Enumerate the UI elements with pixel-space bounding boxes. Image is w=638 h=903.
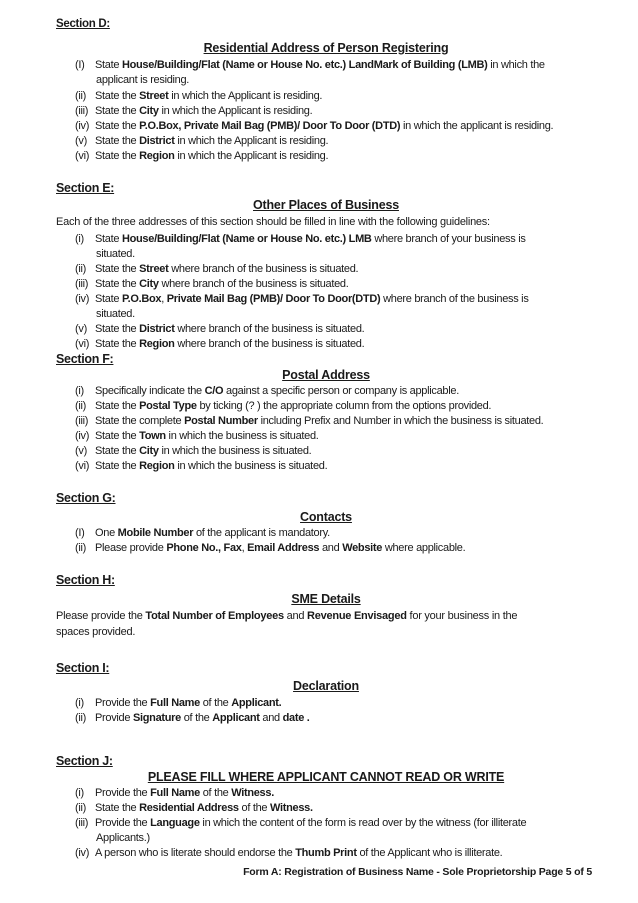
list-item-number: (ii) [75,802,87,814]
section-e-label: Section E: [56,181,115,195]
list-item [75,711,310,725]
list-item-text: and [319,542,343,554]
list-item-text: Postal Number [184,415,258,427]
list-item-number: (iv) [75,847,90,859]
list-item-text: P.O.Box, Private Mail Bag (PMB)/ Door To Door (DTD) [139,120,401,132]
list-item-text: Street [139,263,169,275]
list-item [75,292,529,306]
list-item-number: (ii) [75,712,87,724]
list-item-text: Signature [132,712,181,724]
list-item-text: State the [95,430,140,442]
list-item-number: (iii) [75,817,89,829]
list-item [75,414,543,428]
section-g-label: Section G: [56,491,116,505]
list-item-text: Street [139,90,169,102]
list-item-text: in which the Applicant is residing. [158,105,313,117]
list-item [75,337,364,351]
list-item-text: State [95,59,122,71]
list-item-text: in which the business is situated. [165,430,319,442]
list-item-text: State [95,293,122,305]
list-item-number: (I) [75,527,85,539]
list-item [75,816,526,830]
list-item-text: where branch of the business is [380,293,529,305]
list-item [75,526,330,540]
list-item-text: where branch of the business is situated. [158,278,349,290]
list-item-text: State the complete [95,415,185,427]
list-item-text: , [241,542,248,554]
list-item-text: Applicant. [231,697,282,709]
list-item-text: Private Mail Bag (PMB)/ Door To Door(DTD) [166,293,381,305]
list-item-text: State the [95,135,140,147]
list-item [75,89,322,103]
list-item-text: District [139,135,175,147]
section-h-text-line-1: Please provide the Total Number of Employees and Revenue Envisaged for your business in the [56,610,518,622]
list-item-text: Region [139,338,175,350]
list-item-continuation: situated. [96,308,135,320]
list-item-number: (I) [75,59,85,71]
list-item-number: (iii) [75,415,89,427]
list-item-text: State the [95,323,140,335]
list-item-number: (vi) [75,338,90,350]
list-item-number: (i) [75,385,84,397]
list-item-text: District [139,323,175,335]
list-item-text: State [95,233,122,245]
section-j-label: Section J: [56,754,113,768]
list-item-number: (v) [75,323,87,335]
list-item-text: Town [139,430,166,442]
list-item-text: where branch of the business is situated. [168,263,359,275]
list-item-number: (i) [75,233,84,245]
list-item-text: where branch of the business is situated. [174,338,365,350]
section-f-title: Postal Address [282,368,370,382]
list-item-text: House/Building/Flat (Name or House No. etc.) LMB [121,233,372,245]
list-item-text: State the [95,150,140,162]
list-item-text: Thumb Print [295,847,357,859]
list-item-text: Postal Type [139,400,197,412]
list-item-text: date . [282,712,310,724]
list-item-text: Mobile Number [117,527,194,539]
section-j-title: PLEASE FILL WHERE APPLICANT CANNOT READ OR WRITE [147,770,505,784]
list-item-text: State the [95,278,140,290]
list-item-number: (i) [75,697,84,709]
list-item-continuation: Applicants.) [96,832,150,844]
section-d-label: Section D: [56,18,110,30]
list-item-text: and [259,712,283,724]
list-item [75,786,274,800]
list-item-text: C/O [204,385,224,397]
list-item-text: in which the Applicant is residing. [174,150,329,162]
page-footer: Form A: Registration of Business Name - Sole Proprietorship Page 5 of 5 [243,866,592,878]
list-item-text: Region [139,150,175,162]
list-item [75,119,553,133]
list-item-text: of the [199,787,232,799]
section-h-text-line-2: spaces provided. [56,626,136,638]
list-item-text: State the [95,120,140,132]
section-h-title: SME Details [291,592,361,606]
list-item-text: One [95,527,118,539]
list-item-text: of the applicant is mandatory. [193,527,330,539]
list-item-text: by ticking (? ) the appropriate column from the options provided. [196,400,492,412]
list-item-text: , [161,293,167,305]
list-item-text: State the [95,802,140,814]
list-item [75,399,491,413]
list-item-text: Full Name [150,697,200,709]
section-h-label: Section H: [56,573,115,587]
list-item [75,429,319,443]
list-item-text: Witness. [269,802,313,814]
list-item-number: (iv) [75,430,90,442]
list-item-text: Provide the [95,787,151,799]
list-item [75,541,465,555]
list-item [75,58,545,72]
list-item-text: Applicant [212,712,260,724]
list-item-text: House/Building/Flat (Name or House No. etc.) LandMark of Building (LMB) [121,59,488,71]
list-item-text: Specifically indicate the [95,385,205,397]
list-item-text: State the [95,263,140,275]
list-item-text: City [139,105,159,117]
list-item-text: State the [95,105,140,117]
list-item-text: in which the [487,59,545,71]
list-item-text: Residential Address [139,802,239,814]
list-item [75,846,502,860]
list-item-text: in which the content of the form is read over by the witness (for illiterate [199,817,527,829]
list-item [75,134,328,148]
list-item-text: Please provide [95,542,167,554]
list-item-number: (i) [75,787,84,799]
list-item-number: (iv) [75,293,90,305]
list-item-text: P.O.Box [121,293,162,305]
list-item-text: City [139,278,159,290]
list-item-text: State the [95,460,140,472]
list-item-number: (iv) [75,120,90,132]
list-item-text: where branch of the business is situated. [174,323,365,335]
list-item-text: where applicable. [382,542,466,554]
list-item-number: (v) [75,445,87,457]
list-item [75,149,328,163]
list-item-number: (vi) [75,150,90,162]
section-e-title: Other Places of Business [253,198,399,212]
list-item-text: Provide the [95,817,151,829]
section-g-title: Contacts [300,510,352,524]
list-item-text: Witness. [231,787,274,799]
list-item-text: where branch of your business is [371,233,526,245]
list-item-text: Provide [95,712,133,724]
list-item-text: State the [95,445,140,457]
list-item-text: State the [95,338,140,350]
list-item-text: Language [150,817,200,829]
section-i-title: Declaration [293,679,359,693]
list-item [75,262,358,276]
list-item-text: Region [139,460,175,472]
list-item-text: of the [238,802,270,814]
section-f-label: Section F: [56,352,114,366]
list-item [75,322,364,336]
list-item-number: (iii) [75,105,89,117]
list-item-number: (ii) [75,263,87,275]
list-item-text: State the [95,400,140,412]
list-item-text: Website [342,542,383,554]
list-item-text: in which the business is situated. [158,445,312,457]
list-item [75,801,313,815]
list-item-text: Phone No., Fax [166,542,242,554]
list-item-text: Provide the [95,697,151,709]
list-item [75,232,526,246]
section-e-intro: Each of the three addresses of this section should be filled in line with the following guidelines: [56,216,490,228]
list-item [75,104,312,118]
list-item-text: including Prefix and Number in which the business is situated. [257,415,544,427]
section-d-title: Residential Address of Person Registering [203,41,449,55]
list-item-text: A person who is literate should endorse the [95,847,296,859]
list-item-text: State the [95,90,140,102]
section-i-label: Section I: [56,661,110,675]
list-item [75,384,459,398]
list-item-continuation: situated. [96,248,135,260]
list-item [75,444,311,458]
list-item-text: City [139,445,159,457]
list-item-text: of the [199,697,232,709]
list-item-number: (ii) [75,542,87,554]
list-item-text: in which the business is situated. [174,460,328,472]
list-item [75,696,281,710]
list-item-number: (ii) [75,90,87,102]
list-item-number: (vi) [75,460,90,472]
list-item-number: (iii) [75,278,89,290]
list-item-text: of the [180,712,213,724]
list-item-continuation: applicant is residing. [96,74,190,86]
list-item-text: of the Applicant who is illiterate. [356,847,503,859]
list-item-text: Full Name [150,787,200,799]
list-item-text: Email Address [247,542,320,554]
list-item-text: in which the Applicant is residing. [168,90,323,102]
list-item-text: in which the applicant is residing. [400,120,554,132]
list-item-text: against a specific person or company is applicable. [223,385,459,397]
list-item [75,459,327,473]
list-item-number: (v) [75,135,87,147]
list-item-text: in which the Applicant is residing. [174,135,329,147]
list-item [75,277,348,291]
list-item-number: (ii) [75,400,87,412]
